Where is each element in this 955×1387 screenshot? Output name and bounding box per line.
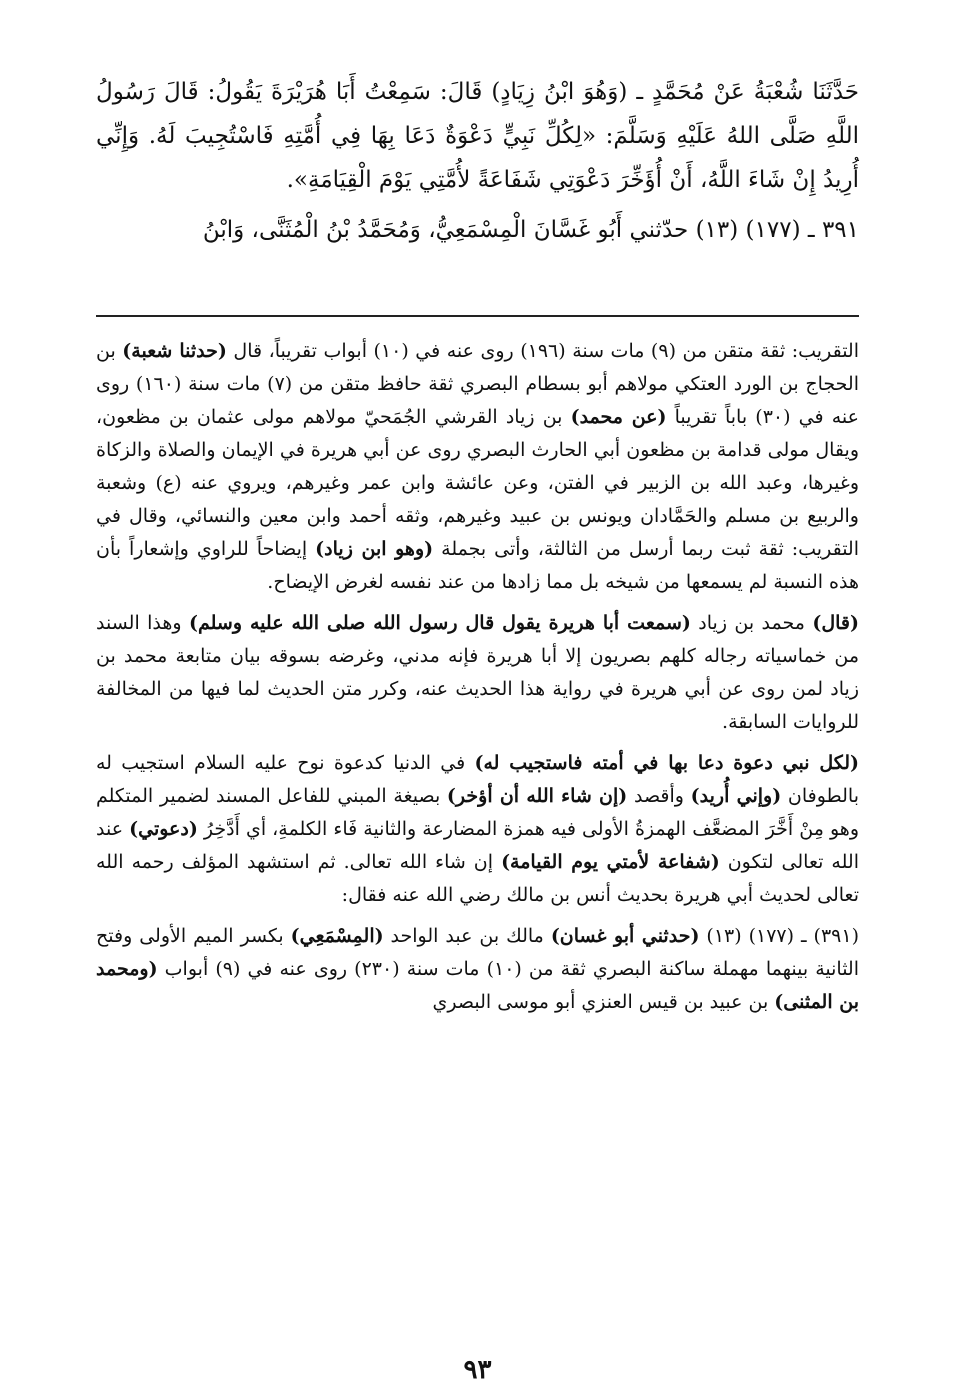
commentary-bold: (دعوتي)	[129, 818, 198, 840]
commentary-text: التقريب: ثقة متقن من (٩) مات سنة (١٩٦) روى عنه في (١٠) أبواب تقريباً، قال	[226, 340, 859, 362]
commentary-text: بكسر الميم الأولى وفتح الثانية بينهما مهملة ساكنة البصري ثقة من (١٠) مات سنة (٢٣٠) روى عنه في (٩) أبواب	[96, 925, 860, 980]
commentary-paragraph	[96, 747, 859, 912]
hadith-paragraph: حَدَّثَنَا شُعْبَةُ عَنْ مُحَمَّدٍ ـ (وَهُوَ ابْنُ زِيَادٍ) قَالَ: سَمِعْتُ أَبَا هُرَيْرَةَ يَقُولُ: قَالَ رَسُولُ اللَّهِ صَلَّى اللهُ عَلَيْهِ وَسَلَّمَ: «لِكُلِّ نَبِيٍّ دَعْوَةٌ دَعَا بِهَا فِي أُمَّتِهِ فَاسْتُجِيبَ لَهُ. وَإِنِّي أُرِيدُ إِنْ شَاءَ اللَّهُ، أَنْ أُؤَخِّرَ دَعْوَتِي شَفَاعَةً لأُمَّتِي يَوْمَ الْقِيَامَةِ».	[96, 79, 859, 193]
commentary-text: عند الله تعالى لتكون	[96, 818, 859, 873]
commentary-text: في الدنيا كدعوة نوح عليه السلام استجيب له بالطوفان	[96, 752, 859, 807]
commentary-paragraph	[96, 335, 859, 599]
commentary-text: بن الحجاج بن الورد العتكي مولاهم أبو بسطام البصري ثقة حافظ متقن من (٧) مات سنة (١٦٠) روى عنه في (٣٠) باباً تقريباً	[96, 340, 860, 428]
commentary-bold: (حدثنا شعبة)	[122, 340, 227, 362]
commentary-text: (٣٩١) ـ (١٧٧) (١٣)	[699, 925, 859, 947]
commentary-text: وهذا السند من خماسياته رجاله كلهم بصريون إلا أبا هريرة فإنه مدني، وغرضه بسوقه بيان متابعة محمد بن زياد لمن روى عن أبي هريرة في رواية هذا الحديث عنه، وكرر متن الحديث لما فيها من المخالفة للروايات السابقة.	[96, 612, 859, 733]
commentary-bold: (سمعت أبا هريرة يقول قال رسول الله صلى الله عليه وسلم)	[188, 612, 691, 634]
page-number: ٩٣	[463, 1355, 492, 1385]
commentary-bold: (شفاعة لأمتي يوم القيامة)	[501, 851, 720, 873]
commentary-text: مالك بن عبد الواحد	[383, 925, 551, 947]
commentary-paragraph	[96, 607, 859, 739]
commentary-bold: (وإني أُريد)	[690, 785, 782, 807]
book-page	[96, 70, 860, 1385]
commentary-bold: (وهو ابن زياد)	[315, 538, 434, 560]
commentary-text: محمد بن زياد	[690, 612, 813, 634]
commentary-bold: (المِسْمَعِي)	[290, 925, 384, 947]
commentary-text: وأقصد	[627, 785, 691, 807]
footnote-divider	[96, 315, 859, 317]
commentary-text: بن زياد القرشي الجُمَحيّ مولاهم مولى عثمان بن مظعون، ويقال مولى قدامة بن مظعون أبي الحارث البصري روى عن أبي هريرة في الإيمان والصلاة والزكاة وغيرها، وعبد الله بن الزبير في الفتن، وعن عائشة وابن عمر وغيرهم، ويروي عنه (ع) وشعبة والربيع بن مسلم والحَمَّادان ويونس بن عبيد وغيرهم، وثقه أحمد وابن معين والنسائي، وقال في التقريب: ثقة ثبت ربما أرسل من الثالثة، وأتى بجملة	[96, 406, 859, 560]
hadith-text	[96, 70, 859, 252]
commentary-text: بن عبيد بن قيس العنزي أبو موسى البصري	[432, 991, 775, 1013]
commentary-text: إن شاء الله تعالى. ثم استشهد المؤلف رحمه الله تعالى لحديث أبي هريرة بحديث أنس بن مالك رضي الله عنه فقال:	[96, 851, 859, 906]
commentary-bold: (إن شاء الله أن أؤخر)	[446, 785, 628, 807]
commentary-bold: (قال)	[812, 612, 859, 634]
commentary-text: بصيغة المبني للفاعل المسند لضمير المتكلم وهو مِنْ أَخَّرَ المضعَّف الهمزةُ الأولى فيه همزة المضارعة والثانية فَاء الكلمةِ، أي أَدَّخِرُ	[96, 785, 859, 840]
commentary-text: إيضاحاً للراوي وإشعاراً بأن هذه النسبة لم يسمعها من شيخه بل مما زادها من عند نفسه لغرض الإيضاح.	[96, 538, 859, 593]
commentary-bold: (لكل نبي دعوة دعا بها في أمته فاستجيب له)	[474, 752, 859, 774]
commentary-bold: (عن محمد)	[570, 406, 667, 428]
commentary-paragraph	[96, 920, 859, 1019]
commentary-bold: (حدثني أبو غسان)	[550, 925, 700, 947]
commentary-bold: (ومحمد بن المثنى)	[96, 958, 859, 1013]
hadith-391-paragraph: ٣٩١ ـ (١٧٧) (١٣) حدّثني أَبُو غَسَّانَ الْمِسْمَعِيُّ، وَمُحَمَّدُ بْنُ الْمُثَنَّى، وَابْنُ	[202, 217, 859, 243]
commentary	[96, 335, 859, 1027]
